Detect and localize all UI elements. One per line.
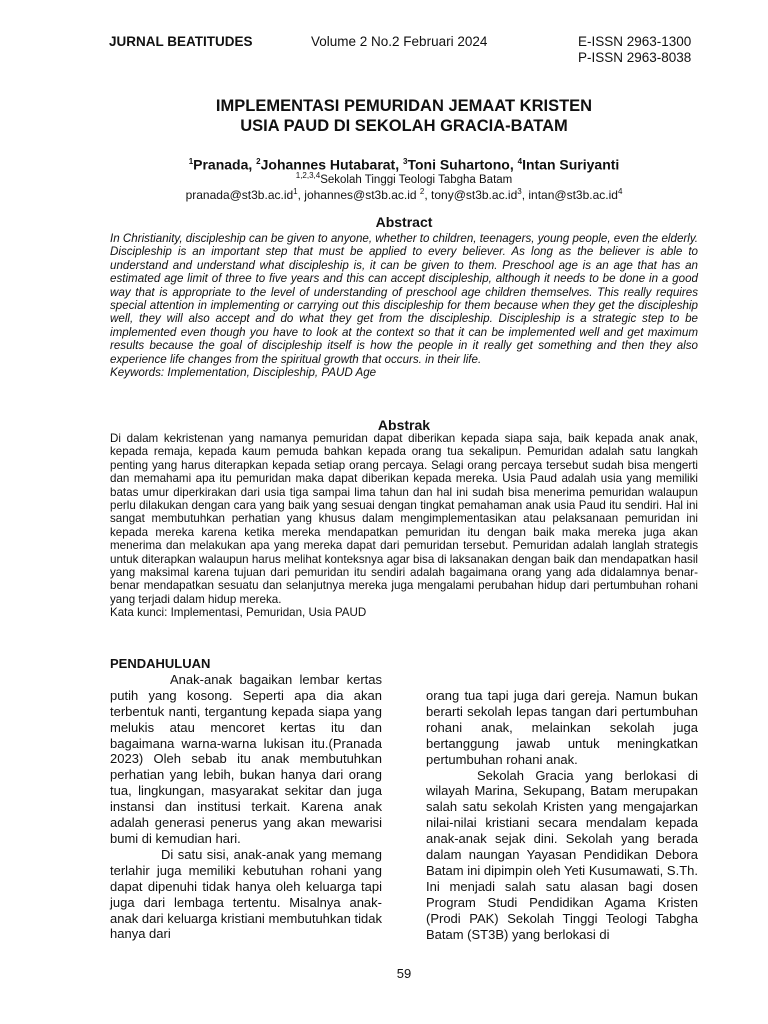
author-2-index: 2 [256,157,261,166]
body-paragraph: Anak-anak bagaikan lembar kertas putih yang kosong. Seperti apa dia akan terbentuk nanti, tergantung kepada siapa yang melukis atau mencoret kertas itu dan bagaimana warna-warna lukisan itu.(Pranada 2023) Oleh sebab itu anak membutuhkan perhatian yang lebih, bukan hanya dari orang tua, lingkungan, masyarakat sekitar dan juga instansi dan institusi terkait. Karena anak adalah generasi penerus yang akan mewarisi bumi di kemudian hari. [110,671,382,846]
body-column-left [110,656,382,942]
email-3-index: 3 [517,187,522,196]
author-1: Pranada, [193,156,257,173]
abstract-indonesian-body: Di dalam kekristenan yang namanya pemuridan dapat diberikan kepada siapa saja, baik kepada anak anak, kepada remaja, kepada kaum pemuda bahkan kepada orang tua sekalipun. Pemuridan adalah satu langkah penting yang harus diterapkan kepada setiap orang percaya. Selagi orang percaya tersebut sudah bisa mengerti dan memahami apa itu pemuridan maka dapat diberikan kepada mereka. Usia Paud adalah usia yang memiliki batas umur diperkirakan dari usia tiga sampai lima tahun dan hal ini sudah bisa menerima pemuridan walaupun perlu dilakukan dengan cara yang baik yang sesuai dengan tingkat pemahaman anak usia Paud itu sendiri. Hal ini sangat membutuhkan perhatian yang khusus dalam mengimplementasikan atau pelaksanaan pemuridan ini kepada mereka karena ketika mereka mendapatkan pemuridan itu dengan baik maka mereka juga akan menerima dan melakukan apa yang mereka dapat dari pemuridan tersebut. Pemuridan adalah langlah strategis untuk diterapkan walaupun harus melihat konteksnya agar bisa di laksanakan dengan baik dan mendapatkan hasil yang maksimal karena tujuan dari pemuridan itu sendiri adalah bagaimana orang yang ada didalamnya benar-benar mendapatkan sesuatu dan selanjutnya mereka juga mengalami perubahan hidup dari pertumbuhan rohani yang terjadi dalam hidup mereka. [110,432,698,606]
body-paragraph: orang tua tapi juga dari gereja. Namun bukan berarti sekolah lepas tangan dari pertumbuhan rohani anak, melainkan sekolah juga bertanggung jawab untuk meningkatkan pertumbuhan rohani anak. [426,688,698,767]
author-4-index: 4 [517,157,523,166]
title-line-1: IMPLEMENTASI PEMURIDAN JEMAAT KRISTEN [215,97,593,115]
eissn: E-ISSN 2963-1300 [578,34,692,49]
author-3-index: 3 [403,157,408,166]
abstract-indonesian [110,432,698,620]
title-line-2: USIA PAUD DI SEKOLAH GRACIA-BATAM [240,117,568,135]
email-4-index: 4 [617,187,623,196]
volume-info: Volume 2 No.2 Februari 2024 [311,34,488,49]
email-list [0,185,768,202]
author-4: Intan Suriyanti [522,156,620,173]
affiliation-index: 1,2,3,4 [295,171,321,180]
keywords-indonesian: Kata kunci: Implementasi, Pemuridan, Usia PAUD [110,606,367,620]
pissn: P-ISSN 2963-8038 [578,50,692,65]
email-separator: , [521,188,529,202]
keywords-english: Keywords: Implementation, Discipleship, PAUD Age [110,366,377,380]
journal-name: JURNAL BEATITUDES [109,34,253,49]
abstract-heading: Abstract [375,214,433,230]
email-separator: , [297,188,305,202]
author-3: Toni Suhartono, [407,156,518,173]
author-1-index: 1 [188,157,194,166]
email-1[interactable]: pranada@st3b.ac.id [185,188,294,202]
body-paragraph: Sekolah Gracia yang berlokasi di wilayah Marina, Sekupang, Batam merupakan salah satu sekolah Kristen yang mengajarkan nilai-nilai kristiani secara mendalam kepada anak-anak sejak dini. Sekolah yang berada dalam naungan Yayasan Pendidikan Debora Batam ini dipimpin oleh Yeti Kusumawati, S.Th. Ini menjadi salah satu alasan bagi dosen Program Studi Pendidikan Agama Kristen (Prodi PAK) Sekolah Tinggi Teologi Tabgha Batam (ST3B) yang berlokasi di [426,767,698,942]
page-number: 59 [396,966,412,981]
author-2: Johannes Hutabarat, [260,156,403,173]
email-separator: , [424,188,432,202]
email-2-index: 2 [419,187,425,196]
issn-block [578,34,691,66]
body-paragraph: Di satu sisi, anak-anak yang memang terlahir juga memiliki kebutuhan rohani yang dapat dipenuhi tidak hanya oleh keluarga tapi juga dari lembaga tertentu. Misalnya anak-anak dari keluarga kristiani membutuhkan tidak hanya dari [110,846,382,942]
abstract-english-body: In Christianity, discipleship can be given to anyone, whether to children, teenagers, young people, even the elderly. Discipleship is an important step that must be applied to every believer. As long as the believer is able to understand and understand what discipleship is, it can be given to them. Preschool age is an age that has an estimated age limit of three to five years and this can accept discipleship, although it needs to be done in a good way that is appropriate to the level of understanding of preschool age children themselves. This really requires special attention in implementing or carrying out this discipleship for them because when they get the discipleship well, they will also accept and do what they get from the discipleship. Discipleship is a strategic step to be implemented even though you have to look at the context so that it can be implemented well and get maximum results because the goal of discipleship itself is how the people in it really get something and then they also experience life changes from the spiritual growth that occurs. in their life. [110,232,698,366]
email-2[interactable]: johannes@st3b.ac.id [304,188,420,202]
email-1-index: 1 [293,187,298,196]
paper-title [0,96,768,136]
body-column-right [426,688,698,943]
email-4[interactable]: intan@st3b.ac.id [528,188,618,202]
abstrak-heading: Abstrak [377,417,431,433]
abstract-english [110,232,698,379]
section-heading-pendahuluan: PENDAHULUAN [110,656,211,671]
affiliation-name: Sekolah Tinggi Teologi Tabgha Batam [320,173,513,186]
email-3[interactable]: tony@st3b.ac.id [431,188,518,202]
